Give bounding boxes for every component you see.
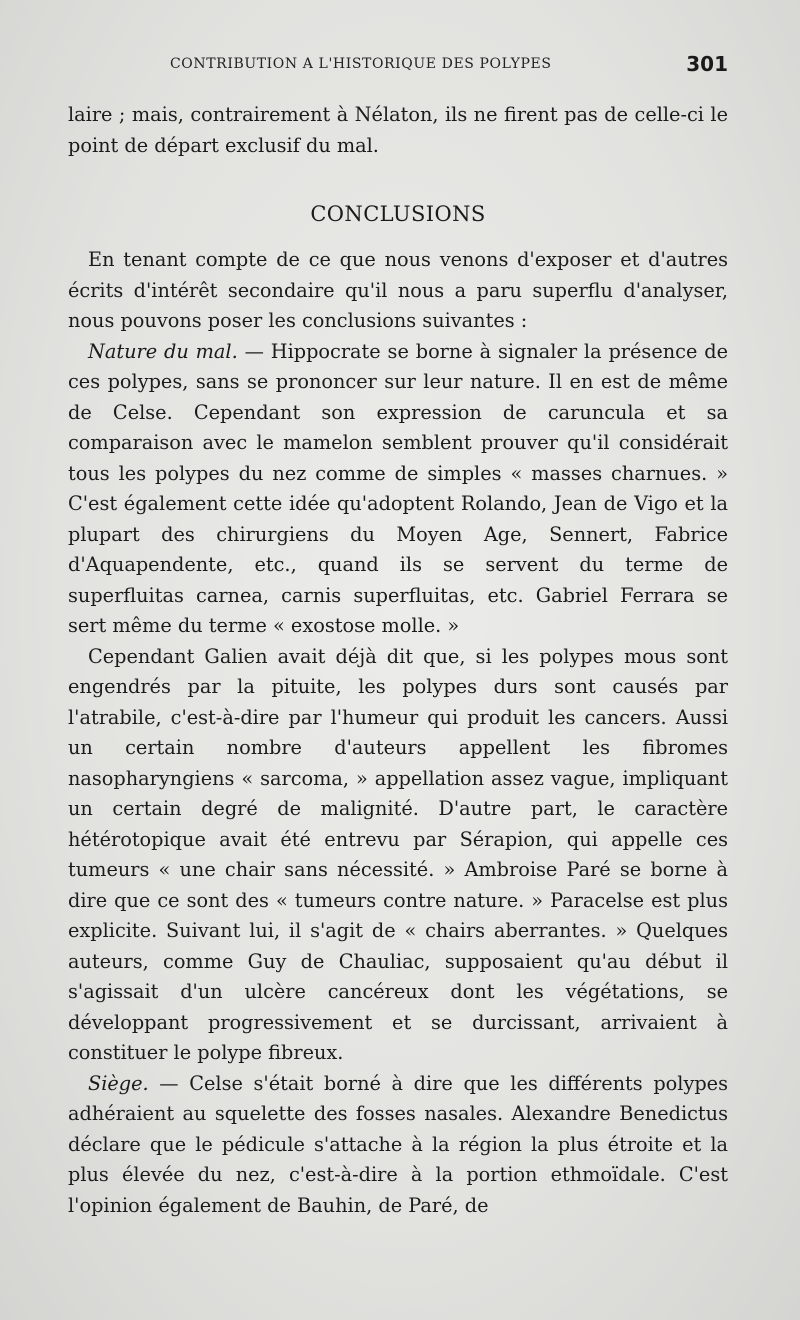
page-number: 301	[686, 52, 728, 76]
run-in-label-nature: Nature du mal.	[88, 339, 238, 363]
running-head	[68, 52, 728, 82]
paragraph-nature-text: — Hippocrate se borne à signaler la présence de ces polypes, sans se prononcer sur leur nature. Il en est de même de Celse. Cependant son expression de caruncula et sa comparaison avec le mamelon semblent prouver qu'il considérait tous les polypes du nez comme de simples « masses charnues. » C'est également cette idée qu'adoptent Rolando, Jean de Vigo et la plupart des chirurgiens du Moyen Age, Sennert, Fabrice d'Aquapendente, etc., quand ils se servent du terme de superfluitas carnea, carnis superfluitas, etc. Gabriel Ferrara se sert même du terme « exostose molle. »	[68, 339, 728, 637]
running-title: CONTRIBUTION A L'HISTORIQUE DES POLYPES	[170, 56, 552, 72]
paragraph-siege	[68, 1069, 728, 1222]
paragraph-siege-text: — Celse s'était borné à dire que les différents polypes adhéraient au squelette des fosses nasales. Alexandre Benedictus déclare que le pédicule s'attache à la région la plus étroite et la plus élevée du nez, c'est-à-dire à la portion ethmoïdale. C'est l'opinion également de Bauhin, de Paré, de	[68, 1071, 728, 1217]
paragraph-continuation: laire ; mais, contrairement à Nélaton, ils ne firent pas de celle-ci le point de départ exclusif du mal.	[68, 103, 728, 157]
run-in-label-siege: Siège.	[88, 1071, 149, 1095]
paragraph-nature	[68, 337, 728, 642]
section-heading: CONCLUSIONS	[310, 202, 486, 226]
paragraph-lead: En tenant compte de ce que nous venons d'exposer et d'autres écrits d'intérêt secondaire qu'il nous a paru superflu d'analyser, nous pouvons poser les conclusions suivantes :	[68, 248, 728, 332]
paragraph-galien: Cependant Galien avait déjà dit que, si les polypes mous sont engendrés par la pituite, les polypes durs sont causés par l'atrabile, c'est-à-dire par l'humeur qui produit les cancers. Aussi un certain nombre d'auteurs appellent les fibromes nasopharyngiens « sarcoma, » appellation assez vague, impliquant un certain degré de malignité. D'autre part, le caractère hétérotopique avait été entrevu par Sérapion, qui appelle ces tumeurs « une chair sans nécessité. » Ambroise Paré se borne à dire que ce sont des « tumeurs contre nature. » Paracelse est plus explicite. Suivant lui, il s'agit de « chairs aberrantes. » Quelques auteurs, comme Guy de Chauliac, supposaient qu'au début il s'agissait d'un ulcère cancéreux dont les végétations, se développant progressivement et se durcissant, arrivaient à constituer le polype fibreux.	[68, 644, 728, 1064]
page-body	[68, 100, 728, 1221]
